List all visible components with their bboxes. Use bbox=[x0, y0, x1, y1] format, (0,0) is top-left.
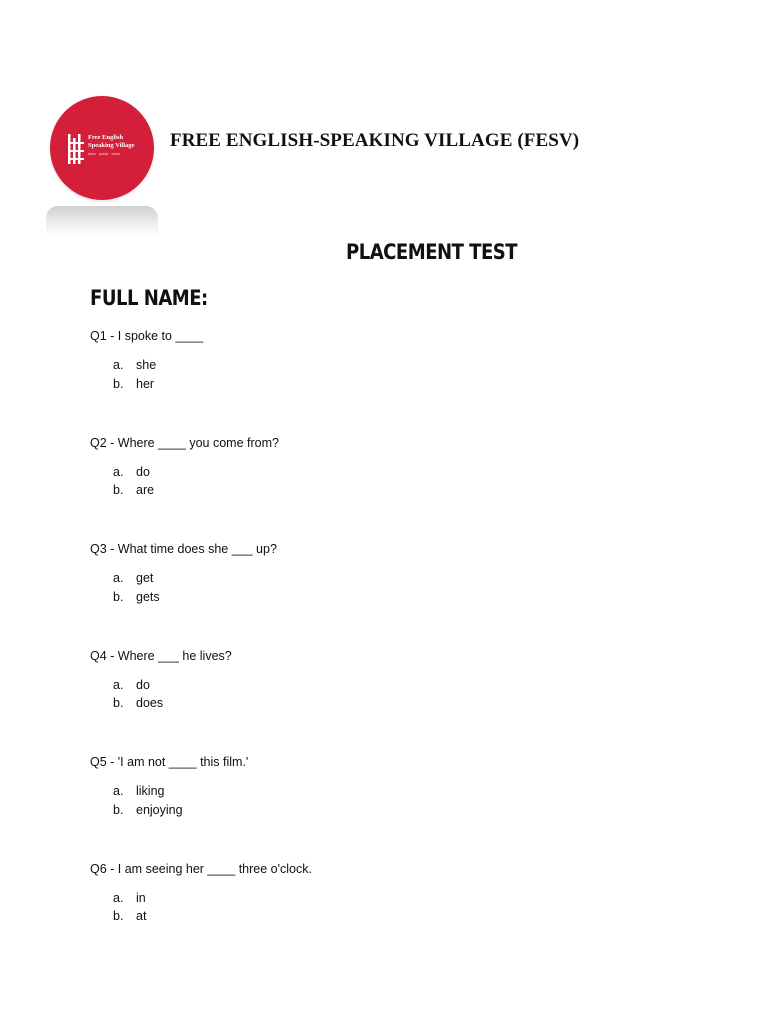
question-3 bbox=[90, 540, 730, 647]
full-name-label: FULL NAME: bbox=[90, 286, 208, 310]
option-letter: b. bbox=[113, 483, 124, 498]
org-title: FREE ENGLISH-SPEAKING VILLAGE (FESV) bbox=[170, 130, 580, 151]
option-letter: b. bbox=[113, 802, 124, 817]
option-b bbox=[90, 588, 730, 607]
question-5 bbox=[90, 753, 730, 860]
option-text: do bbox=[136, 677, 150, 692]
test-title: PLACEMENT TEST bbox=[346, 240, 518, 264]
option-text: gets bbox=[136, 589, 160, 604]
option-a bbox=[90, 782, 730, 801]
option-letter: b. bbox=[113, 909, 124, 924]
option-a bbox=[90, 889, 730, 908]
option-text: do bbox=[136, 464, 150, 479]
logo-badge bbox=[50, 96, 154, 200]
option-letter: b. bbox=[113, 696, 124, 711]
answer-options bbox=[90, 463, 730, 501]
answer-options bbox=[90, 676, 730, 714]
answer-options bbox=[90, 356, 730, 394]
question-2 bbox=[90, 434, 730, 541]
question-text: Q1 - I spoke to ____ bbox=[90, 329, 204, 343]
option-text: are bbox=[136, 483, 155, 498]
option-letter: b. bbox=[113, 589, 124, 604]
answer-options bbox=[90, 889, 730, 927]
logo-reflection bbox=[46, 206, 158, 236]
option-text: she bbox=[136, 358, 157, 372]
option-a bbox=[90, 676, 730, 695]
option-text: does bbox=[136, 696, 164, 711]
question-list bbox=[90, 327, 730, 966]
logo-mark-icon bbox=[68, 134, 84, 164]
question-text: Q2 - Where ____ you come from? bbox=[90, 435, 279, 450]
fesv-logo bbox=[44, 96, 160, 238]
option-letter: a. bbox=[113, 784, 124, 798]
question-text: Q6 - I am seeing her ____ three o'clock. bbox=[90, 861, 312, 876]
option-text: get bbox=[136, 571, 154, 585]
answer-options bbox=[90, 569, 730, 607]
answer-options bbox=[90, 782, 730, 820]
logo-line-1: Free English bbox=[88, 134, 124, 141]
option-text: in bbox=[136, 890, 146, 905]
question-1 bbox=[90, 327, 730, 434]
option-b bbox=[90, 907, 730, 926]
option-text: at bbox=[136, 909, 147, 924]
option-letter: a. bbox=[113, 677, 124, 692]
question-text: Q4 - Where ___ he lives? bbox=[90, 648, 232, 663]
option-b bbox=[90, 375, 730, 394]
question-text: Q3 - What time does she ___ up? bbox=[90, 542, 277, 556]
option-letter: b. bbox=[113, 376, 124, 391]
option-text: enjoying bbox=[136, 802, 183, 817]
option-b bbox=[90, 801, 730, 820]
question-text: Q5 - 'I am not ____ this film.' bbox=[90, 755, 249, 769]
option-a bbox=[90, 463, 730, 482]
option-b bbox=[90, 694, 730, 713]
option-a bbox=[90, 569, 730, 588]
option-letter: a. bbox=[113, 890, 124, 905]
question-6 bbox=[90, 860, 730, 967]
question-4 bbox=[90, 647, 730, 754]
option-b bbox=[90, 481, 730, 500]
option-text: liking bbox=[136, 784, 165, 798]
option-a bbox=[90, 356, 730, 375]
option-letter: a. bbox=[113, 464, 124, 479]
option-letter: a. bbox=[113, 571, 124, 585]
logo-line-2: Speaking Village bbox=[88, 142, 135, 149]
option-letter: a. bbox=[113, 358, 124, 372]
logo-tagline: learn · speak · share bbox=[88, 152, 121, 156]
option-text: her bbox=[136, 376, 155, 391]
